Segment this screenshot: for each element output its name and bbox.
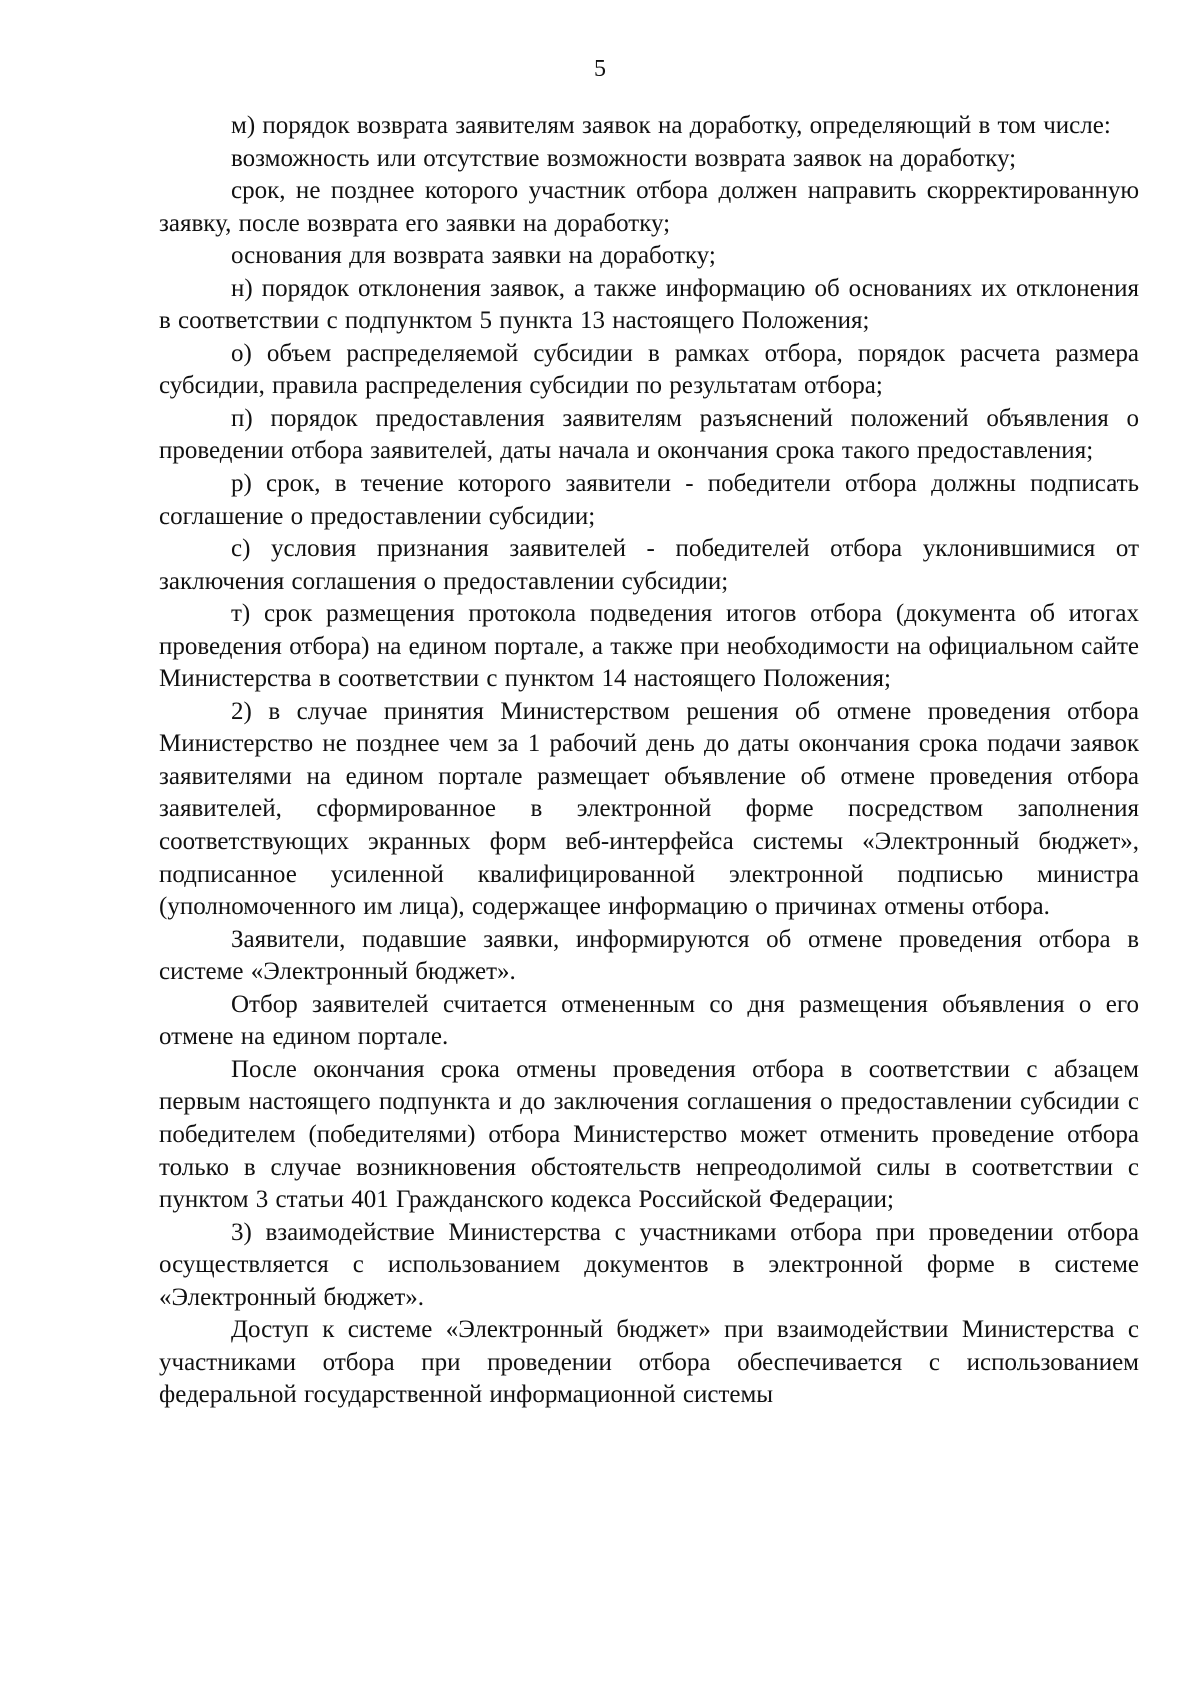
paragraph-return-grounds: основания для возврата заявки на доработку; bbox=[231, 242, 716, 270]
paragraph-correction-deadline: срок, не позднее которого участник отбора должен направить скорректированную заявку, после возврата его заявки на доработку; bbox=[159, 177, 1139, 237]
paragraph-m: м) порядок возврата заявителям заявок на доработку, определяющий в том числе: bbox=[231, 112, 1111, 139]
page-number: 5 bbox=[594, 56, 606, 82]
paragraph-t: т) срок размещения протокола подведения итогов отбора (документа об итогах проведения отбора) на едином портале, а также при необходимости на официальном сайте Министерства в соответствии с пунктом 14 настоящего Положения; bbox=[159, 600, 1139, 693]
paragraph-access: Доступ к системе «Электронный бюджет» при взаимодействии Министерства с участниками отбора при проведении отбора обеспечивается с использованием федеральной государственной информационной системы bbox=[159, 1316, 1139, 1409]
paragraph-applicants-informed: Заявители, подавшие заявки, информируются об отмене проведения отбора в системе «Электронный бюджет». bbox=[159, 925, 1139, 986]
paragraph-selection-cancelled: Отбор заявителей считается отмененным со дня размещения объявления о его отмене на едином портале. bbox=[159, 990, 1139, 1051]
paragraph-3: 3) взаимодействие Министерства с участниками отбора при проведении отбора осуществляется с использованием документов в электронной форме в системе «Электронный бюджет». bbox=[159, 1218, 1139, 1311]
paragraph-p: п) порядок предоставления заявителям разъяснений положений объявления о проведении отбора заявителей, даты начала и окончания срока такого предоставления; bbox=[159, 404, 1139, 465]
paragraph-o: о) объем распределяемой субсидии в рамках отбора, порядок расчета размера субсидии, правила распределения субсидии по результатам отбора; bbox=[159, 339, 1139, 400]
document-body bbox=[159, 110, 1139, 1412]
paragraph-r: р) срок, в течение которого заявители - победители отбора должны подписать соглашение о предоставлении субсидии; bbox=[159, 470, 1139, 530]
paragraph-2: 2) в случае принятия Министерством решения об отмене проведения отбора Министерство не позднее чем за 1 рабочий день до даты окончания срока подачи заявок заявителями на едином портале размещает объявление об отмене проведения отбора заявителей, сформированное в электронной форме посредством заполнения соответствующих экранных форм веб-интерфейса системы «Электронный бюджет», подписанное усиленной квалифицированной электронной подписью министра (уполномоченного им лица), содержащее информацию о причинах отмены отбора. bbox=[159, 697, 1139, 921]
paragraph-return-possibility: возможность или отсутствие возможности возврата заявок на доработку; bbox=[231, 144, 1017, 172]
paragraph-after-cancellation-deadline: После окончания срока отмены проведения отбора в соответствии с абзацем первым настоящего подпункта и до заключения соглашения о предоставлении субсидии с победителем (победителями) отбора Министерство может отменить проведение отбора только в случае возникновения обстоятельств непреодолимой силы в соответствии с пунктом 3 статьи 401 Гражданского кодекса Российской Федерации; bbox=[159, 1055, 1139, 1214]
paragraph-n: н) порядок отклонения заявок, а также информацию об основаниях их отклонения в соответствии с подпунктом 5 пункта 13 настоящего Положения; bbox=[159, 274, 1139, 335]
paragraph-s: с) условия признания заявителей - победителей отбора уклонившимися от заключения соглашения о предоставлении субсидии; bbox=[159, 535, 1139, 595]
